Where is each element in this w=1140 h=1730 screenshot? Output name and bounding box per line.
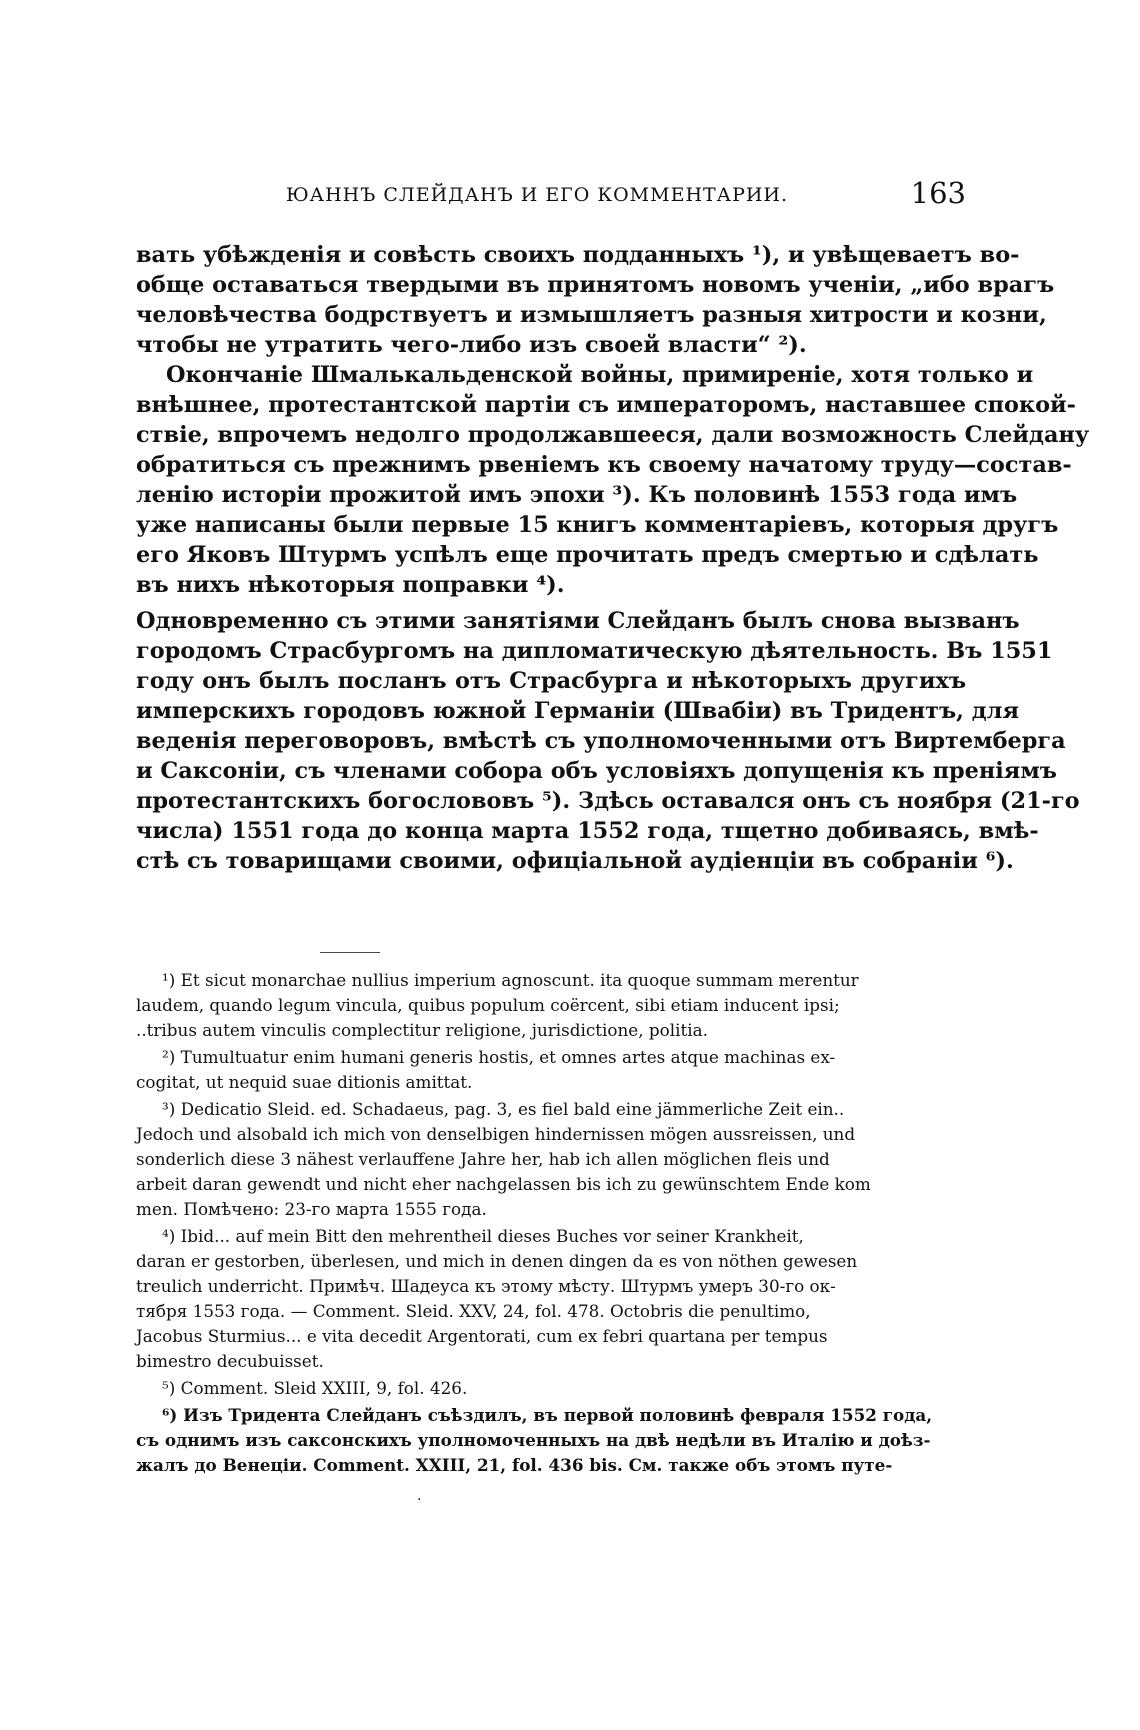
text-line: вать убѣжденія и совѣсть своихъ подданныхъ ¹), и увѣщеваетъ во- — [136, 242, 1020, 268]
text-line: протестантскихъ богослововъ ⁵). Здѣсь оставался онъ съ ноября (21-го — [136, 788, 1080, 814]
footnote-line: cogitat, ut nequid suae ditionis amittat. — [136, 1072, 473, 1092]
text-line: городомъ Страсбургомъ на дипломатическую дѣятельность. Въ 1551 — [136, 638, 1053, 664]
footnote-line: sonderlich diese 3 nähest verlauffene Jahre her, hab ich allen möglichen fleis und — [136, 1149, 830, 1169]
footnote-line: съ однимъ изъ саксонскихъ уполномоченныхъ на двѣ недѣли въ Италію и доѣз- — [136, 1430, 931, 1450]
text-line: Одновременно съ этими занятіями Слейданъ былъ снова вызванъ — [136, 608, 1020, 634]
text-line: Окончаніе Шмалькальденской войны, примиреніе, хотя только и — [166, 362, 1034, 388]
footnotes — [136, 968, 966, 1480]
footnote-line: ..tribus autem vinculis complectitur religione, jurisdictione, politia. — [136, 1020, 708, 1040]
footnote-4 — [136, 1224, 966, 1374]
footnote-6 — [136, 1403, 966, 1478]
main-text — [136, 240, 1090, 876]
footnote-marker: ⁴) — [162, 1226, 176, 1246]
text-line: ствіе, впрочемъ недолго продолжавшееся, дали возможность Слейдану — [136, 422, 1090, 448]
footnote-line: жалъ до Венеціи. Comment. XXIII, 21, fol. 436 bis. См. также объ этомъ путе- — [136, 1455, 893, 1475]
footnote-divider — [320, 952, 380, 953]
paragraph-3 — [136, 606, 1080, 876]
footnote-line: laudem, quando legum vincula, quibus populum coërcent, sibi etiam inducent ipsi; — [136, 995, 840, 1015]
stray-print-mark: . — [417, 1488, 422, 1504]
page-number: 163 — [910, 176, 966, 210]
footnote-marker: ⁵) — [162, 1378, 176, 1398]
footnote-line: Ibid... auf mein Bitt den mehrentheil dieses Buches vor seiner Krankheit, — [180, 1226, 804, 1246]
footnote-3 — [136, 1097, 966, 1222]
footnote-line: Jedoch und alsobald ich mich von denselbigen hindernissen mögen aussreissen, und — [136, 1124, 856, 1144]
text-line: въ нихъ нѣкоторыя поправки ⁴). — [136, 572, 565, 598]
text-line: человѣчества бодрствуетъ и измышляетъ разныя хитрости и козни, — [136, 302, 1047, 328]
text-line: стѣ съ товарищами своими, офиціальной аудіенціи въ собраніи ⁶). — [136, 848, 1014, 874]
footnote-line: Comment. Sleid XXIII, 9, fol. 426. — [180, 1378, 468, 1398]
text-line: уже написаны были первые 15 книгъ комментаріевъ, которыя другъ — [136, 512, 1059, 538]
text-line: числа) 1551 года до конца марта 1552 года, тщетно добиваясь, вмѣ- — [136, 818, 1039, 844]
text-line: ленію исторіи прожитой имъ эпохи ³). Къ половинѣ 1553 года имъ — [136, 482, 1018, 508]
text-line: имперскихъ городовъ южной Германіи (Швабіи) въ Тридентъ, для — [136, 698, 1020, 724]
footnote-marker: ⁶) — [162, 1405, 178, 1425]
footnote-line: Tumultuatur enim humani generis hostis, et omnes artes atque machinas ex- — [180, 1047, 836, 1067]
footnote-marker: ²) — [162, 1047, 176, 1067]
text-line: его Яковъ Штурмъ успѣлъ еще прочитать предъ смертью и сдѣлать — [136, 542, 1039, 568]
text-line: внѣшнее, протестантской партіи съ императоромъ, наставшее спокой- — [136, 392, 1076, 418]
footnote-line: men. Помѣчено: 23-го марта 1555 года. — [136, 1199, 487, 1219]
text-line: обратиться съ прежнимъ рвеніемъ къ своему начатому труду—состав- — [136, 452, 1072, 478]
paragraph-1 — [136, 240, 1055, 360]
footnote-1 — [136, 968, 966, 1043]
footnote-line: Dedicatio Sleid. ed. Schadaeus, pag. 3, es fiel bald eine jämmerliche Zeit ein.. — [180, 1099, 845, 1119]
footnote-line: treulich underricht. Примѣч. Шадеуса къ этому мѣсту. Штурмъ умеръ 30-го ок- — [136, 1276, 836, 1296]
footnote-line: daran er gestorben, überlesen, und mich in denen dingen da es von nöthen gewesen — [136, 1251, 858, 1271]
footnote-marker: ³) — [162, 1099, 176, 1119]
running-title: ЮАННЪ СЛЕЙДАНЪ И ЕГО КОММЕНТАРИИ. — [286, 184, 789, 206]
text-line: чтобы не утратить чего-либо изъ своей власти“ ²). — [136, 332, 807, 358]
footnote-line: Et sicut monarchae nullius imperium agnoscunt. ita quoque summam merentur — [180, 970, 859, 990]
text-line: обще оставаться твердыми въ принятомъ новомъ ученіи, „ибо врагъ — [136, 272, 1055, 298]
footnote-marker: ¹) — [162, 970, 176, 990]
footnote-line: bimestro decubuisset. — [136, 1351, 324, 1371]
footnote-line: тября 1553 года. — Comment. Sleid. XXV, 24, fol. 478. Octobris die penultimo, — [136, 1301, 811, 1321]
footnote-5 — [136, 1376, 966, 1401]
paragraph-2 — [136, 360, 1090, 600]
footnote-line: Jacobus Sturmius... e vita decedit Argentorati, cum ex febri quartana per tempus — [136, 1326, 828, 1346]
text-line: году онъ былъ посланъ отъ Страсбурга и нѣкоторыхъ другихъ — [136, 668, 966, 694]
text-line: веденія переговоровъ, вмѣстѣ съ уполномоченными отъ Виртемберга — [136, 728, 1066, 754]
page-header — [136, 176, 966, 216]
footnote-line: Изъ Тридента Слейданъ съѣздилъ, въ первой половинѣ февраля 1552 года, — [183, 1405, 933, 1425]
footnote-2 — [136, 1045, 966, 1095]
text-line: и Саксоніи, съ членами собора объ условіяхъ допущенія къ преніямъ — [136, 758, 1057, 784]
footnote-line: arbeit daran gewendt und nicht eher nachgelassen bis ich zu gewünschtem Ende kom — [136, 1174, 871, 1194]
